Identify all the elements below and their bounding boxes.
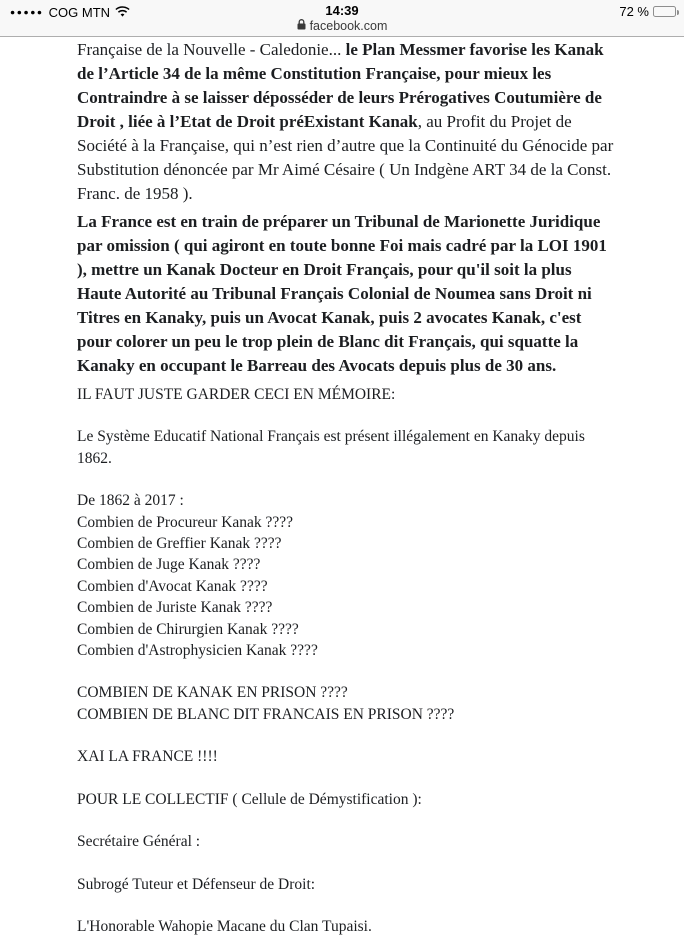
system-line: Le Système Educatif National Français est présent illégalement en Kanaky depuis 1862.	[77, 428, 585, 467]
prison-block	[77, 682, 618, 725]
paragraph-tail-text: , au Profit du Projet de Société à la Française, qui n’est rien d’autre que la Continuité du Génocide par Substitution dénoncée par Mr Aimé Césaire ( Un Indgène ART 34 de la Const. Franc. de 1958 ).	[77, 112, 614, 203]
question-line: Combien de Greffier Kanak ????	[77, 535, 282, 553]
question-line: Combien de Juge Kanak ????	[77, 556, 261, 574]
url-bar[interactable]	[0, 19, 684, 34]
carrier-label: COG MTN	[48, 4, 111, 20]
question-line: Combien de Chirurgien Kanak ????	[77, 620, 299, 638]
cell-signal-icon: ●●●●●	[10, 7, 44, 17]
prison-line: COMBIEN DE KANAK EN PRISON ????	[77, 684, 348, 702]
memo-heading: IL FAUT JUSTE GARDER CECI EN MÉMOIRE:	[77, 386, 396, 403]
question-line: Combien de Procureur Kanak ????	[77, 513, 294, 531]
status-bar	[0, 0, 684, 37]
secretary-line: Secrétaire Général :	[77, 833, 201, 851]
wifi-icon	[115, 5, 130, 20]
range-line: De 1862 à 2017 :	[77, 492, 184, 510]
paragraph-bold-text: le Plan Messmer favorise les Kanak de l’Article 34 de la même Constitution Française, pour mieux les Contraindre à se laisser déposséder de leurs Prérogatives Coutumière de Droit , liée à l’Etat de Droit préExistant Kanak	[77, 40, 604, 131]
questions-block	[77, 490, 618, 661]
xai-line: XAI LA FRANCE !!!!	[77, 748, 218, 766]
honorable-line: L'Honorable Wahopie Macane du Clan Tupaisi.	[77, 917, 372, 935]
lock-icon	[297, 19, 306, 34]
collectif-line: POUR LE COLLECTIF ( Cellule de Démystification ):	[77, 790, 422, 808]
post-body	[77, 37, 618, 937]
prison-line: COMBIEN DE BLANC DIT FRANCAIS EN PRISON ????	[77, 705, 455, 723]
url-label: facebook.com	[309, 19, 388, 33]
clock-label: 14:39	[325, 3, 359, 18]
battery-percent-label: 72 %	[619, 4, 649, 19]
paragraph-plan-messmer	[77, 38, 618, 206]
status-right-group	[619, 4, 676, 19]
tutor-line: Subrogé Tuteur et Défenseur de Droit:	[77, 875, 316, 893]
paragraph-lead-text: Française de la Nouvelle - Caledonie...	[77, 40, 346, 59]
battery-icon	[653, 6, 676, 17]
status-left-group	[10, 4, 130, 20]
question-line: Combien d'Astrophysicien Kanak ????	[77, 642, 318, 660]
paragraph-tribunal: La France est en train de préparer un Tribunal de Marionette Juridique par omission ( qui agiront en toute bonne Foi mais cadré par la LOI 1901 ), mettre un Kanak Docteur en Droit Français, pour qu'il soit la plus Haute Autorité au Tribunal Français Colonial de Noumea sans Droit ni Titres en Kanaky, puis un Avocat Kanak, puis 2 avocates Kanak, c'est pour colorer un peu le trop plein de Blanc dit Français, qui squatte la Kanaky en occupant le Barreau des Avocats depuis plus de 30 ans.	[77, 212, 607, 375]
question-line: Combien de Juriste Kanak ????	[77, 599, 273, 617]
question-line: Combien d'Avocat Kanak ????	[77, 577, 268, 595]
